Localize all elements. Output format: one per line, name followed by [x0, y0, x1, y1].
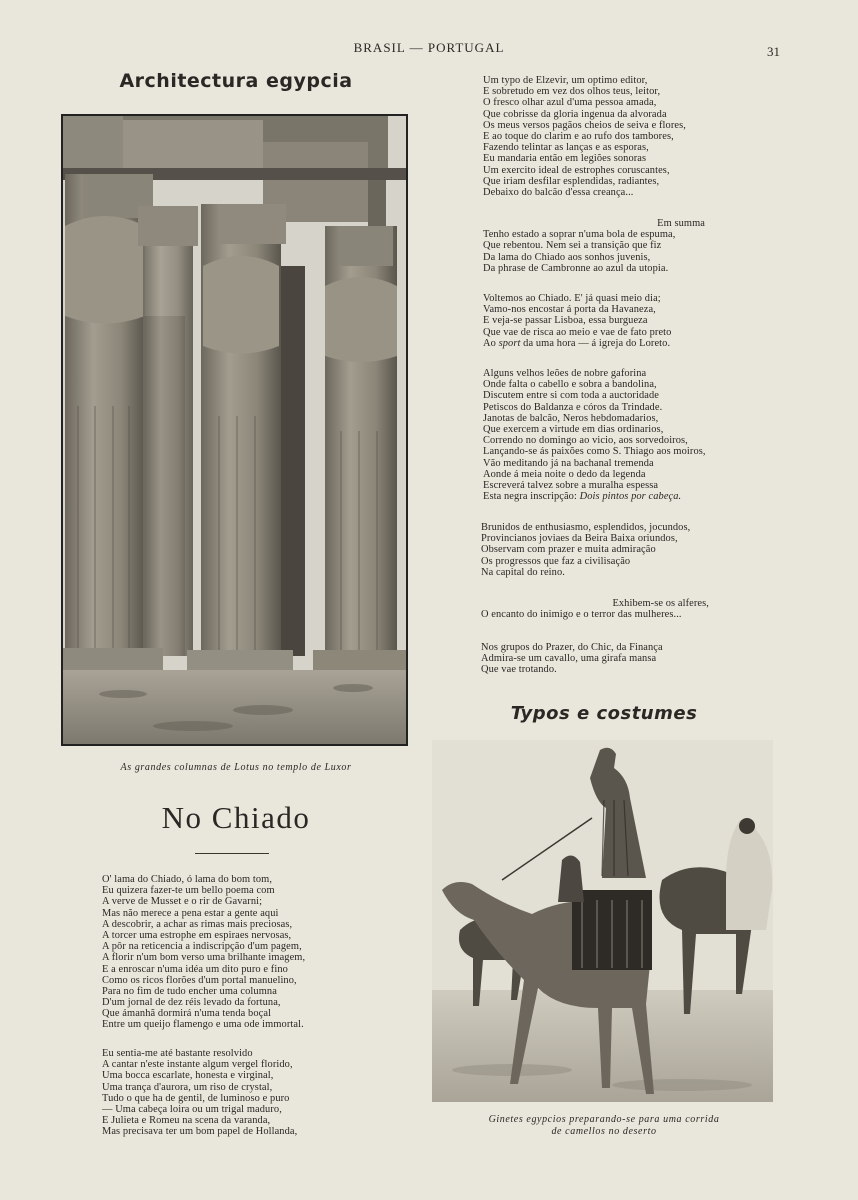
verse-line: E a enroscar n'uma idéa um dito puro e fino: [102, 963, 288, 975]
typos-title: Typos e costumes: [510, 703, 698, 724]
verse-line: Tudo o que ha de gentil, de luminoso e puro: [102, 1092, 290, 1104]
verse-line: Brunidos de enthusiasmo, esplendidos, jocundos,: [481, 522, 691, 533]
verse-line: Lançando-se ás paixões como S. Thiago aos moiros,: [483, 446, 706, 458]
luxor-photo-caption: As grandes columnas de Lotus no templo de Luxor: [120, 762, 352, 773]
poem-title: No Chiado: [161, 800, 311, 835]
poem-right-stanza-5: [481, 522, 761, 578]
verse-line: Debaixo do balcão d'essa creança...: [483, 186, 634, 198]
verse-line: Que exercem a virtude em dias ordinarios,: [483, 423, 664, 435]
verse-line: Fazendo telintar as lanças e as esporas,: [483, 142, 649, 154]
verse-line: E Julieta e Romeu na scena da varanda,: [102, 1115, 271, 1127]
verse-line: Provincianos joviaes da Beira Baixa oriundos,: [481, 533, 678, 545]
verse-line: O' lama do Chiado, ó lama do bom tom,: [102, 874, 273, 885]
camel-photo-caption: [434, 1114, 774, 1138]
verse-line: Da phrase de Cambronne ao azul da utopia.: [483, 262, 669, 274]
verse-line: A torcer uma estrophe em espiraes nervosas,: [102, 929, 292, 941]
verse-line: Discutem entre si com toda a auctoridade: [483, 390, 659, 402]
verse-line: Entre um queijo flamengo e uma ode immortal.: [102, 1019, 304, 1031]
verse-line: Onde falta o cabello e sobra a bandolina,: [483, 379, 657, 391]
verse-line: E veja-se passar Lisboa, essa burgueza: [483, 315, 648, 327]
poem-right-stanza-2: [483, 218, 705, 274]
italic-phrase: Dois pintos por cabeça.: [579, 491, 682, 503]
verse-line: Aonde á meia noite o dedo da legenda: [483, 468, 646, 480]
italic-word: sport: [498, 337, 521, 349]
poem-right-stanza-6: [481, 598, 731, 620]
verse-line-with-italic: [483, 338, 753, 349]
verse-line: Escreverá talvez sobre a muralha espessa: [483, 479, 659, 491]
running-head: BRASIL — PORTUGAL: [353, 40, 505, 55]
verse-line: Alguns velhos leões de nobre gaforina: [483, 368, 647, 379]
verse-line: A cantar n'este instante algum vergel florido,: [102, 1059, 293, 1071]
poem-left-stanza-2: [102, 1048, 412, 1138]
verse-line: O fresco olhar azul d'uma pessoa amada,: [483, 97, 657, 109]
verse-line: A florir n'um bom verso uma brilhante imagem,: [102, 952, 306, 964]
verse-line: — Uma cabeça loira ou um trigal maduro,: [102, 1103, 282, 1115]
verse-line: Petiscos do Baldanza e córos da Trindade.: [483, 401, 663, 413]
verse-line: Uma bocca escarlate, honesta e virginal,: [102, 1070, 274, 1082]
verse-line: Eu quizera fazer-te um bello poema com: [102, 885, 275, 897]
verse-line: Que cobrisse da gloria ingenua da alvorada: [483, 108, 667, 120]
verse-line: E sobretudo em vez dos olhos teus, leitor,: [483, 86, 661, 98]
poem-right-stanza-3: [483, 293, 753, 349]
verse-line: O encanto do inimigo e o terror das mulheres...: [481, 609, 682, 621]
verse-line: Uma trança d'aurora, um riso de crystal,: [102, 1081, 273, 1093]
camel-riders-photo: [432, 740, 773, 1102]
poem-right-stanza-1: [483, 75, 753, 198]
title-divider: [195, 853, 269, 854]
verse-line: Janotas de balcão, Neros hebdomadarios,: [483, 412, 659, 424]
page-number: 31: [767, 44, 780, 59]
verse-fragment: Esta negra inscripção:: [483, 491, 580, 503]
verse-line: Vão meditando já na bachanal tremenda: [483, 457, 654, 469]
verse-line: Que vae trotando.: [481, 664, 557, 676]
verse-line: Que rebentou. Nem sei a transição que fiz: [483, 240, 662, 252]
poem-right-stanza-4: [483, 368, 773, 502]
verse-fragment: Ao: [483, 337, 499, 349]
caption-line: Ginetes egypcios preparando-se para uma corrida: [488, 1114, 720, 1125]
verse-line-with-italic: [483, 491, 773, 502]
verse-line: Mas precisava ter um bom papel de Hollanda,: [102, 1126, 298, 1138]
verse-line: Os progressos que faz a civilisação: [481, 555, 631, 567]
verse-line: D'um jornal de dez réis levado da fortuna,: [102, 997, 281, 1009]
verse-line: Da lama do Chiado aos sonhos juvenis,: [483, 251, 651, 263]
verse-line: Na capital do reino.: [481, 566, 565, 578]
verse-line: Eu mandaria então em legiões sonoras: [483, 153, 647, 165]
verse-line: A pôr na reticencia a indiscripção d'um pagem,: [102, 941, 302, 953]
verse-line: Para no fim de tudo encher uma columna: [102, 985, 277, 997]
caption-line: de camellos no deserto: [551, 1126, 657, 1137]
verse-line-indented: Exhibem-se os alferes,: [612, 598, 709, 609]
camel-riders-illustration: [432, 740, 773, 1102]
verse-line: Eu sentia-me até bastante resolvido: [102, 1048, 253, 1059]
poem-left-stanza-1: [102, 874, 412, 1031]
verse-line: Vamo-nos encostar á porta da Havaneza,: [483, 304, 656, 316]
architecture-title: Architectura egypcia: [119, 70, 353, 92]
verse-line: Voltemos ao Chiado. E' já quasi meio dia;: [483, 293, 661, 304]
verse-line: Admira-se um cavallo, uma girafa mansa: [481, 653, 657, 665]
poem-right-stanza-7: [481, 642, 761, 676]
verse-line: Os meus versos pagãos cheios de seiva e flores,: [483, 119, 686, 131]
luxor-columns-illustration: [63, 116, 406, 744]
verse-line: A verve de Musset e o rir de Gavarni;: [102, 896, 263, 908]
verse-line: Que iriam desfilar esplendidas, radiantes,: [483, 175, 660, 187]
verse-line: Mas não merece a pena estar a gente aqui: [102, 907, 279, 919]
verse-line: Observam com prazer e muita admiração: [481, 544, 656, 556]
verse-line: E ao toque do clarim e ao rufo dos tambores,: [483, 130, 674, 142]
verse-line: Tenho estado a soprar n'uma bola de espuma,: [483, 229, 676, 241]
verse-line: Nos grupos do Prazer, do Chic, da Finança: [481, 642, 663, 653]
luxor-columns-photo: [61, 114, 408, 746]
verse-line: Que ámanhã dormirá n'uma tenda boçal: [102, 1008, 272, 1020]
verse-line: Que vae de risca ao meio e vae de fato preto: [483, 326, 672, 338]
verse-line: Correndo no domingo ao vicio, aos sorvedoiros,: [483, 435, 688, 447]
verse-line-indented: Em summa: [657, 218, 705, 229]
verse-line: Um typo de Elzevir, um optimo editor,: [483, 75, 648, 86]
verse-line: Como os ricos florões d'um portal manuelino,: [102, 974, 297, 986]
verse-line: Um exercito ideal de estrophes coruscantes,: [483, 164, 670, 176]
verse-line: A descobrir, a achar as rimas mais preciosas,: [102, 918, 293, 930]
verse-fragment: da uma hora — á igreja do Loreto.: [520, 337, 671, 349]
